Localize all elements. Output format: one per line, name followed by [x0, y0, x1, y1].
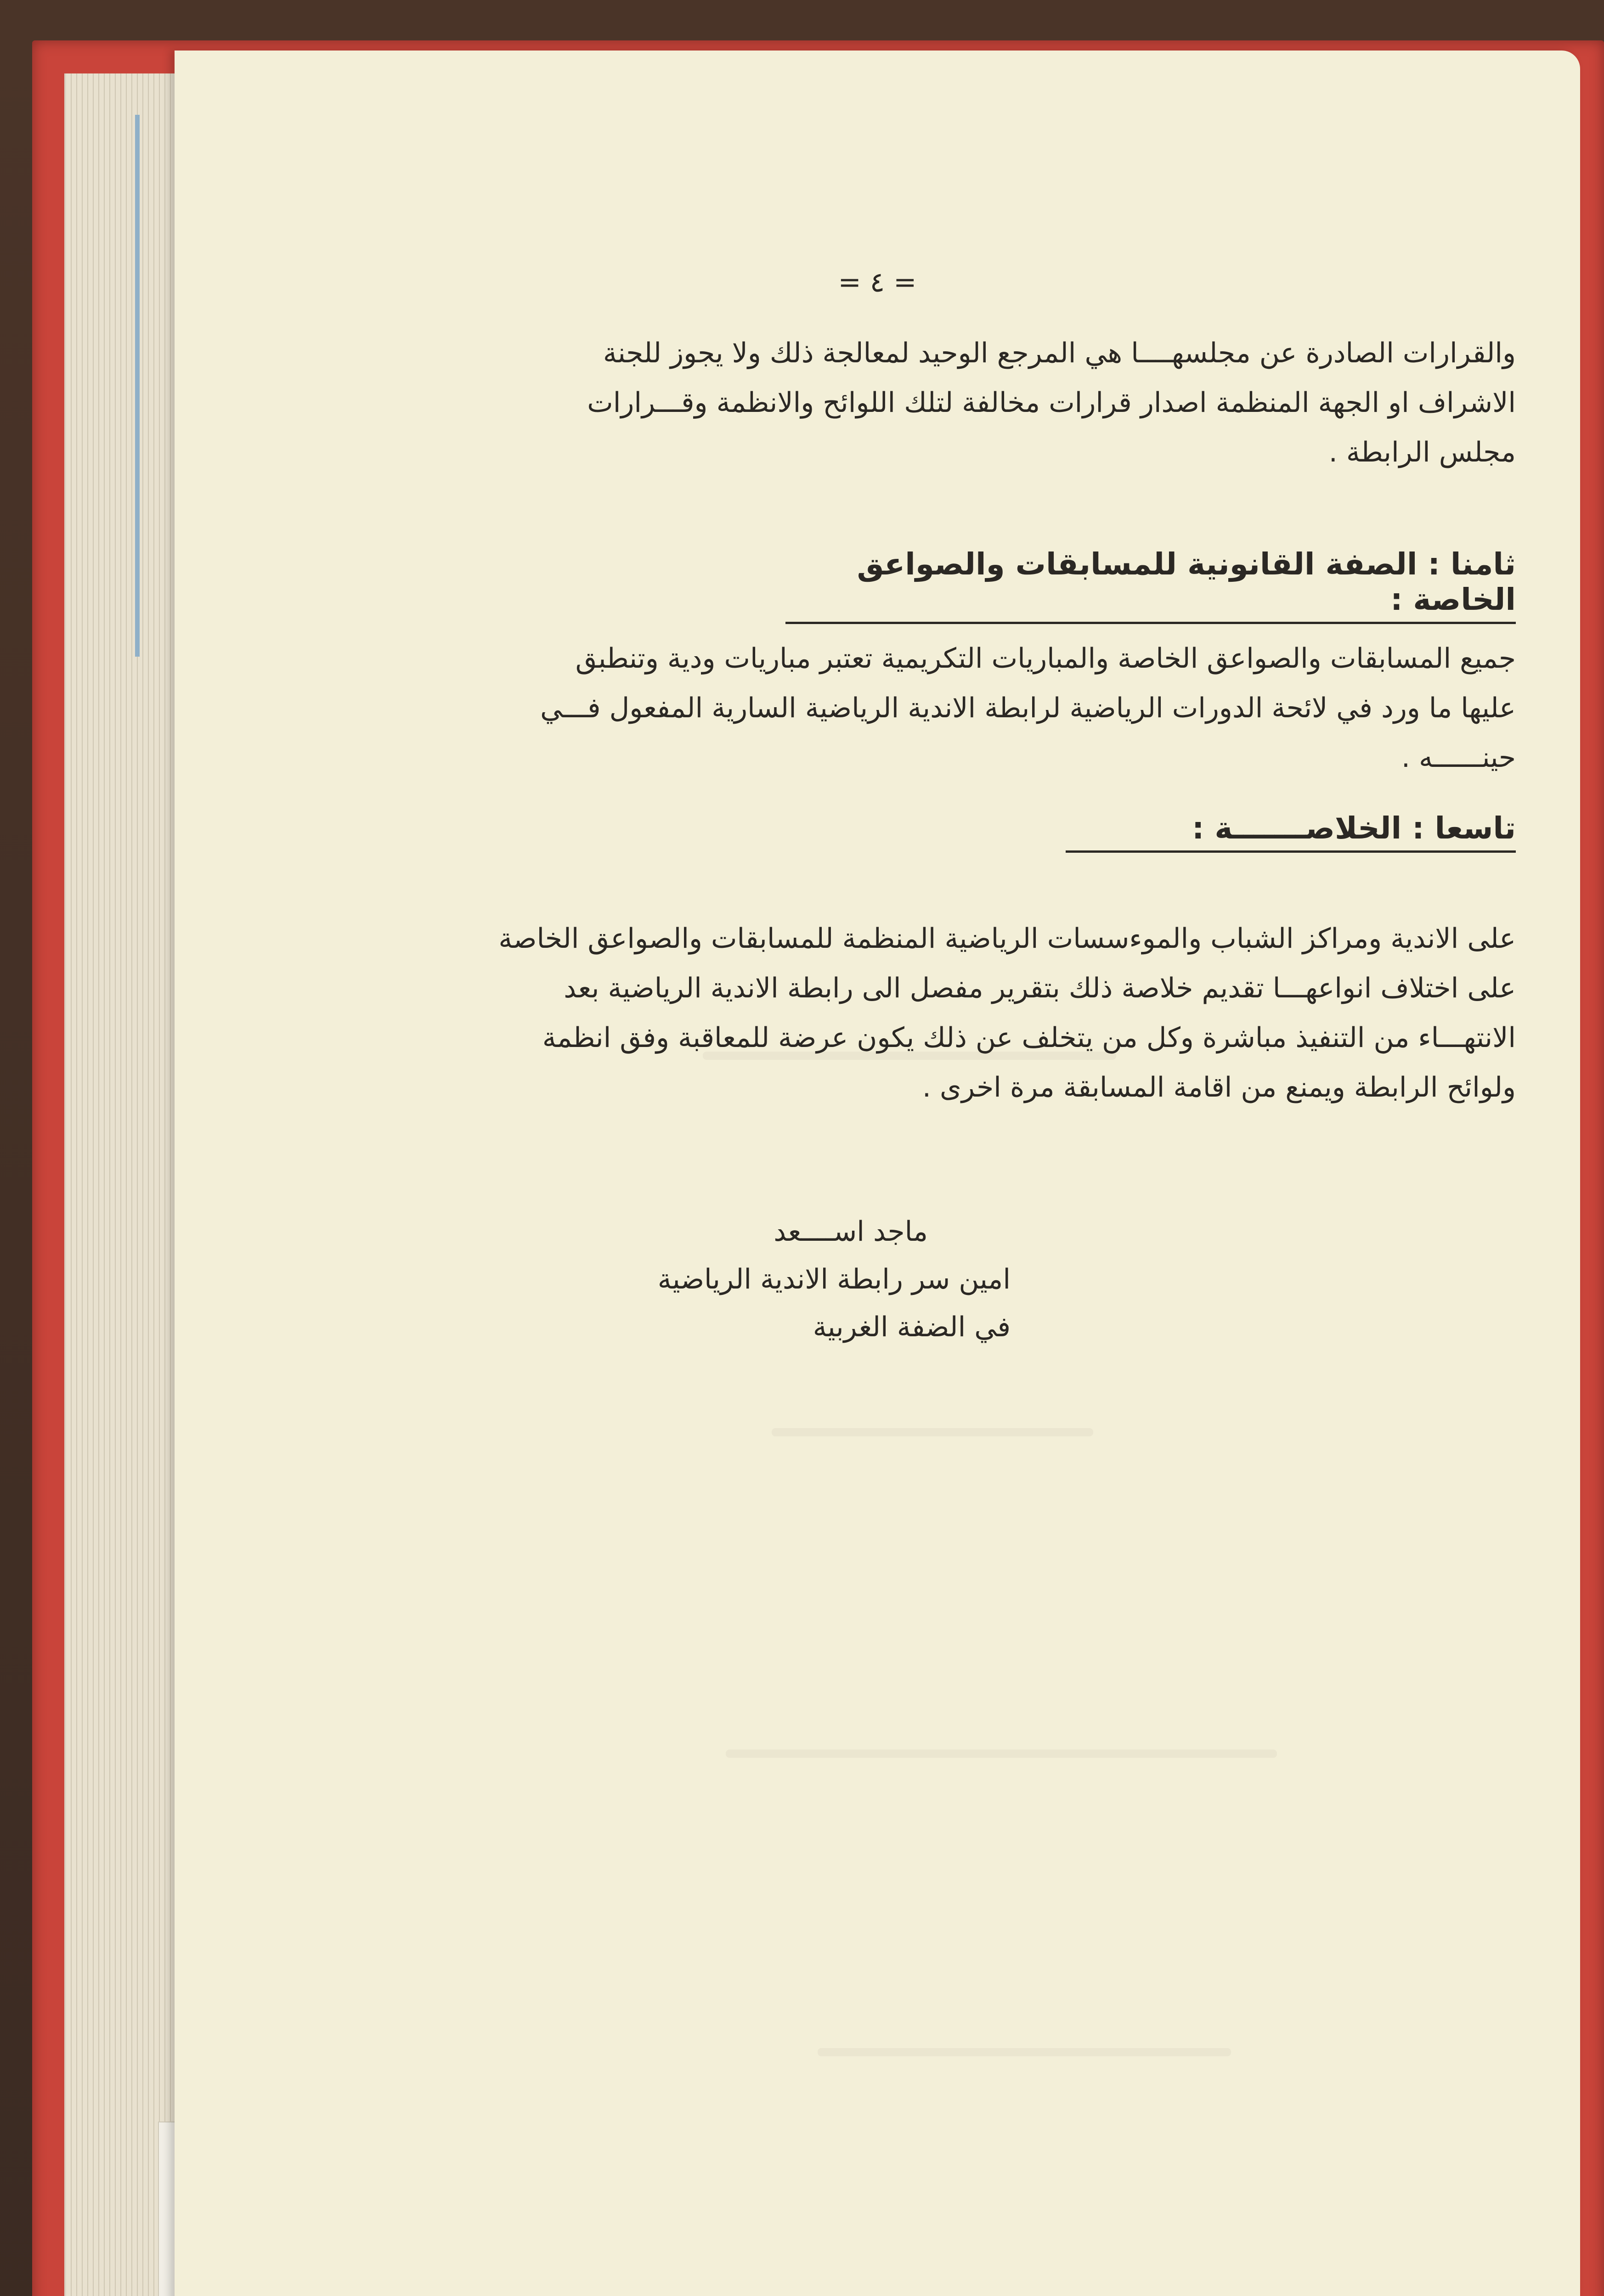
section-nine-heading [1066, 810, 1516, 853]
show-through-mark [772, 1428, 1093, 1436]
text-line: على اختلاف انواعهـــا تقديم خلاصة ذلك بتقرير مفصل الى رابطة الاندية الرياضية بعد [564, 972, 1516, 1004]
text-line: مجلس الرابطة . [1328, 436, 1516, 468]
text-line: على الاندية ومراكز الشباب والموءسسات الرياضية المنظمة للمسابقات والصواعق الخاصة [498, 923, 1516, 955]
heading-text: تاسعا : الخلاصـــــــة : [1192, 810, 1516, 846]
text-line: والقرارات الصادرة عن مجلسهــــا هي المرجع الوحيد لمعالجة ذلك ولا يجوز للجنة [603, 337, 1516, 369]
signatory-name: ماجد اســــعد [774, 1216, 928, 1248]
heading-underline [785, 622, 1516, 624]
text-line: جميع المسابقات والصواعق الخاصة والمباريات التكريمية تعتبر مباريات ودية وتنطبق [575, 642, 1516, 675]
show-through-mark [818, 2048, 1231, 2056]
text-line: عليها ما ورد في لائحة الدورات الرياضية لرابطة الاندية الرياضية السارية المفعول فـــي [540, 692, 1516, 724]
text-line: حينــــــه . [1401, 742, 1516, 774]
signatory-region: في الضفة الغربية [813, 1311, 1011, 1343]
intro-paragraph [312, 328, 1516, 477]
heading-text: ثامنا : الصفة القانونية للمسابقات والصواعق الخاصة : [857, 546, 1516, 617]
section-eight-paragraph [312, 634, 1516, 782]
page-number: = ٤ = [838, 266, 917, 298]
section-eight-heading [785, 546, 1516, 624]
heading-underline [1066, 850, 1516, 853]
section-nine-paragraph [312, 914, 1516, 1112]
text-line: الانتهـــاء من التنفيذ مباشرة وكل من يتخلف عن ذلك يكون عرضة للمعاقبة وفق انظمة [542, 1022, 1516, 1054]
document-page [175, 51, 1580, 2296]
signature-block [505, 1208, 1011, 1351]
text-line: ولوائح الرابطة ويمنع من اقامة المسابقة مرة اخرى . [922, 1071, 1516, 1103]
blue-page-edge-line [135, 115, 140, 657]
show-through-mark [726, 1750, 1277, 1758]
text-line: الاشراف او الجهة المنظمة اصدار قرارات مخالفة لتلك اللوائح والانظمة وقـــرارات [587, 387, 1516, 419]
signatory-title: امين سر رابطة الاندية الرياضية [657, 1263, 1011, 1295]
